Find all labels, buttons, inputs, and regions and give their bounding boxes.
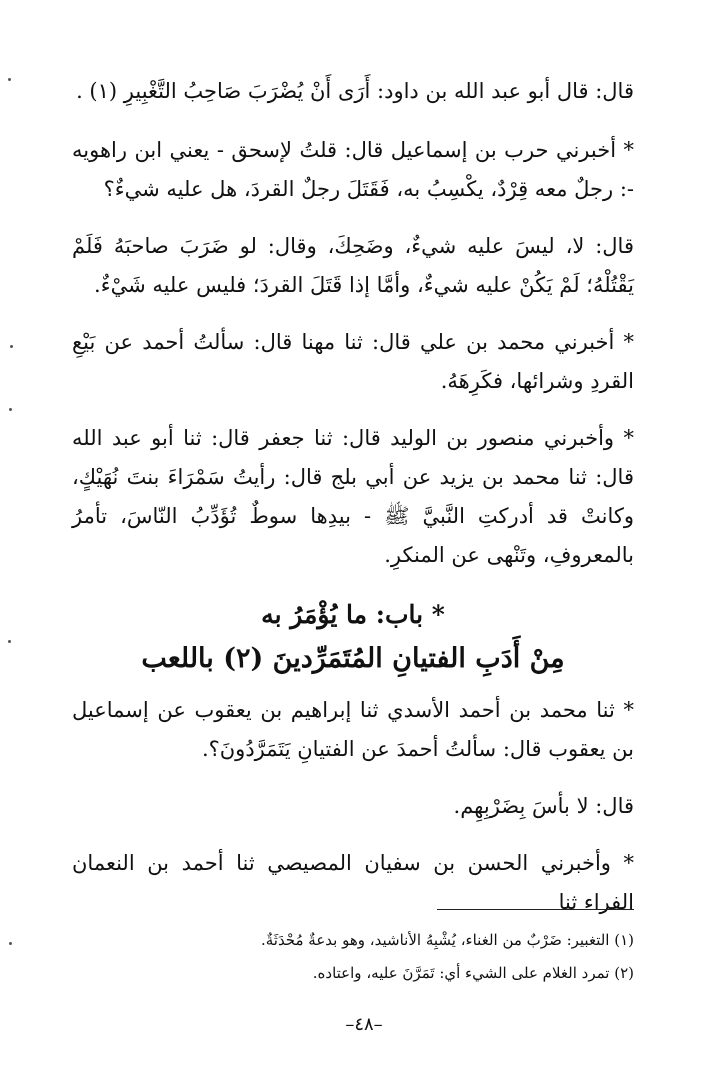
paragraph: * أخبرني محمد بن علي قال: ثنا مهنا قال: سألتُ أحمد عن بَيْعِ القردِ وشرائها، فكَرِهَهُ. [72, 330, 634, 393]
page-number: –٤٨– [345, 1014, 383, 1035]
scan-speck [8, 640, 11, 643]
footnote-divider [437, 909, 634, 910]
scan-speck [9, 942, 12, 945]
footnotes [72, 924, 634, 990]
chapter-heading-line2: مِنْ أَدَبِ الفتيانِ المُتَمَرِّدينَ (٢) باللعب [141, 643, 565, 674]
footnote: (٢) تمرد الغلام على الشيء أي: تَمَرَّنَ عليه، واعتاده. [312, 964, 634, 982]
chapter-heading [72, 593, 634, 681]
paragraph: قال: قال أبو عبد الله بن داود: أَرَى أَنْ يُضْرَبَ صَاحِبُ التَّغْبِيرِ (١) . [76, 79, 634, 103]
footnote: (١) التغبير: ضَرْبٌ من الغناء، يُشْبِهُ الأناشيد، وهو بدعةٌ مُحْدَثَةٌ. [260, 931, 634, 949]
scan-speck [10, 345, 13, 348]
paragraph: قال: لا، ليسَ عليه شيءٌ، وضَحِكَ، وقال: لو ضَرَبَ صاحبَهُ فَلَمْ يَقْتُلْهُ؛ لَمْ يَكُنْ عليه شيءٌ، وأمَّا إذا قَتَلَ القردَ؛ فليس عليه شَيْءٌ. [72, 234, 634, 297]
scan-speck [8, 78, 11, 81]
paragraph: * وأخبرني الحسن بن سفيان المصيصي ثنا أحمد بن النعمان الفراء ثنا [72, 851, 634, 914]
paragraph: * وأخبرني منصور بن الوليد قال: ثنا جعفر قال: ثنا أبو عبد الله قال: ثنا محمد بن يزيد عن أبي بلج قال: رأيتُ سَمْرَاءَ بنتَ نُهَيْكٍ، وكانتْ قد أدركتِ النَّبيَّ ﷺ - بيدِها سوطٌ تُؤَدِّبُ النّاسَ، تأمرُ بالمعروفِ، وتَنْهى عن المنكرِ. [72, 426, 634, 567]
paragraph: قال: لا بأسَ بِضَرْبِهِم. [453, 794, 634, 818]
main-text [72, 72, 634, 940]
scan-speck [9, 408, 12, 411]
chapter-heading-line1: * باب: ما يُؤْمَرُ به [261, 600, 445, 629]
paragraph: * أخبرني حرب بن إسماعيل قال: قلتُ لإسحق - يعني ابن راهويه -: رجلٌ معه قِرْدٌ، يكْسِبُ به، فَقَتَلَ رجلٌ القردَ، هل عليه شيءٌ؟ [72, 138, 634, 201]
paragraph: * ثنا محمد بن أحمد الأسدي ثنا إبراهيم بن يعقوب عن إسماعيل بن يعقوب قال: سألتُ أحمدَ عن الفتيانِ يَتَمَرَّدُونَ؟. [72, 698, 634, 761]
